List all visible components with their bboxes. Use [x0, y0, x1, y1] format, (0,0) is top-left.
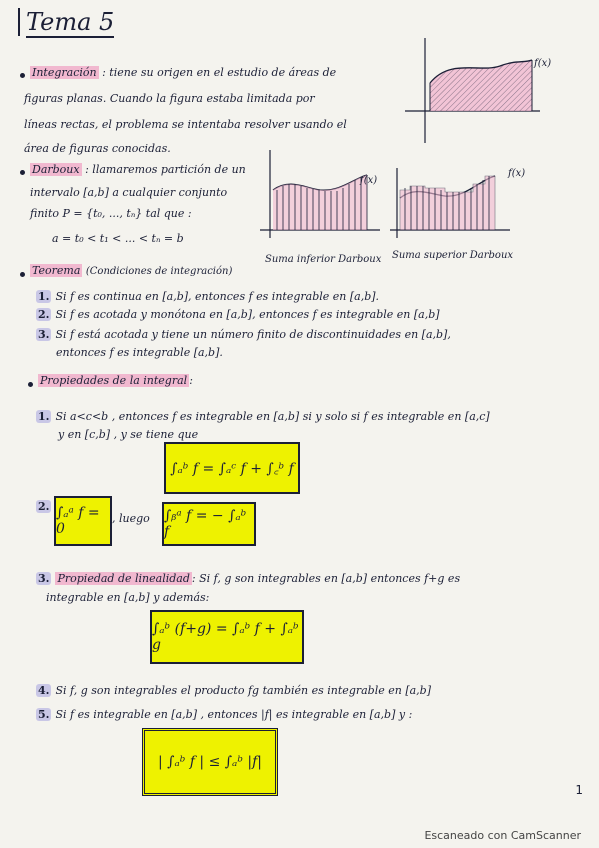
- prop-1-line-2: y en [c,b] , y se tiene que: [58, 428, 199, 441]
- darboux-graph-label-2: f(x): [508, 168, 526, 179]
- integracion-term: Integración: [32, 66, 97, 79]
- prop-2-formula-b: ∫ᵦᵃ f = − ∫ₐᵇ f: [164, 508, 247, 540]
- prop-2-between: , luego: [112, 512, 150, 525]
- prop-5-formula-box: [142, 728, 278, 796]
- bullet: [20, 73, 25, 78]
- prop-2-num-line: [36, 500, 55, 513]
- darboux-line-3: finito P = {t₀, ..., tₙ} tal que :: [30, 207, 192, 220]
- integracion-text: : tiene su origen en el estudio de áreas de: [102, 66, 337, 79]
- teorema-num-1: 1.: [38, 290, 50, 303]
- prop-3-line-1: [36, 572, 460, 585]
- prop-1-text: Si a<c<b , entonces f es integrable en [a,b] si y solo si f es integrable en [a,c]: [55, 410, 490, 423]
- teorema-text-3: Si f está acotada y tiene un número finito de discontinuidades en [a,b],: [55, 328, 451, 341]
- prop-3-term: Propiedad de linealidad: [57, 572, 190, 585]
- darboux-term: Darboux: [32, 163, 80, 176]
- prop-5-line: [36, 708, 412, 721]
- scanner-footer: Escaneado con CamScanner: [424, 829, 581, 842]
- teorema-num-2: 2.: [38, 308, 50, 321]
- prop-1-formula-box: [164, 442, 300, 494]
- prop-num-3: 3.: [38, 572, 50, 585]
- prop-5-formula: | ∫ₐᵇ f | ≤ ∫ₐᵇ |f|: [158, 754, 262, 770]
- prop-5-text: Si f es integrable en [a,b] , entonces |f| es integrable en [a,b] y :: [55, 708, 413, 721]
- teorema-item-2: [36, 308, 440, 321]
- darboux-line-1: [30, 163, 246, 176]
- integracion-line-2: figuras planas. Cuando la figura estaba limitada por: [24, 92, 315, 105]
- bullet: [28, 382, 33, 387]
- darboux-graph-label-1: f(x): [360, 175, 378, 186]
- propiedades-header: Propiedades de la integral :: [40, 374, 193, 387]
- integracion-line-4: área de figuras conocidas.: [24, 142, 171, 155]
- teorema-text-1: Si f es continua en [a,b], entonces f es integrable en [a,b].: [55, 290, 380, 303]
- darboux-line-2: intervalo [a,b] a cualquier conjunto: [30, 186, 228, 199]
- propiedades-term: Propiedades de la integral: [40, 374, 188, 387]
- darboux-upper-sum-graph: [385, 158, 515, 250]
- prop-3-formula: ∫ₐᵇ (f+g) = ∫ₐᵇ f + ∫ₐᵇ g: [152, 621, 299, 653]
- prop-2-formula-a-box: [54, 496, 112, 546]
- prop-1-line-1: [36, 410, 490, 423]
- teorema-header: [30, 264, 232, 278]
- page-title: Tema 5: [18, 8, 114, 36]
- integracion-line-1: [30, 66, 336, 79]
- bullet: [20, 170, 25, 175]
- teorema-item-1: [36, 290, 379, 303]
- prop-3-line-2: integrable en [a,b] y además:: [46, 591, 210, 604]
- teorema-item-3-cont: entonces f es integrable [a,b].: [56, 346, 223, 359]
- integracion-line-3: líneas rectas, el problema se intentaba resolver usando el: [24, 118, 347, 131]
- darboux-text: : llamaremos partición de un: [85, 163, 246, 176]
- prop-2-formula-b-box: [162, 502, 256, 546]
- teorema-text-2: Si f es acotada y monótona en [a,b], entonces f es integrable en [a,b]: [55, 308, 440, 321]
- prop-3-text: : Si f, g son integrables en [a,b] entonces f+g es: [191, 572, 461, 585]
- darboux-line-4: a = t₀ < t₁ < ... < tₙ = b: [52, 232, 184, 245]
- prop-4-text: Si f, g son integrables el producto fg también es integrable en [a,b]: [55, 684, 432, 697]
- prop-4-line: [36, 684, 431, 697]
- area-graph-label: f(x): [534, 58, 552, 69]
- prop-num-2: 2.: [38, 500, 50, 513]
- page-number: 1: [575, 783, 583, 797]
- bullet: [20, 272, 25, 277]
- darboux-caption-upper: Suma superior Darboux: [392, 250, 514, 261]
- teorema-item-3: [36, 328, 451, 341]
- darboux-caption-lower: Suma inferior Darboux: [265, 254, 382, 265]
- prop-num-5: 5.: [38, 708, 50, 721]
- teorema-subtitle: (Condiciones de integración): [85, 266, 233, 277]
- prop-3-formula-box: [150, 610, 304, 664]
- prop-1-formula: ∫ₐᵇ f = ∫ₐᶜ f + ∫꜀ᵇ f: [170, 460, 294, 477]
- prop-2-formula-a: ∫ₐᵃ f = 0: [56, 505, 100, 537]
- prop-num-4: 4.: [38, 684, 50, 697]
- teorema-term: Teorema: [32, 264, 81, 277]
- area-under-curve-graph: [400, 38, 550, 148]
- prop-num-1: 1.: [38, 410, 50, 423]
- teorema-num-3: 3.: [38, 328, 50, 341]
- darboux-lower-sum-graph: [255, 150, 385, 250]
